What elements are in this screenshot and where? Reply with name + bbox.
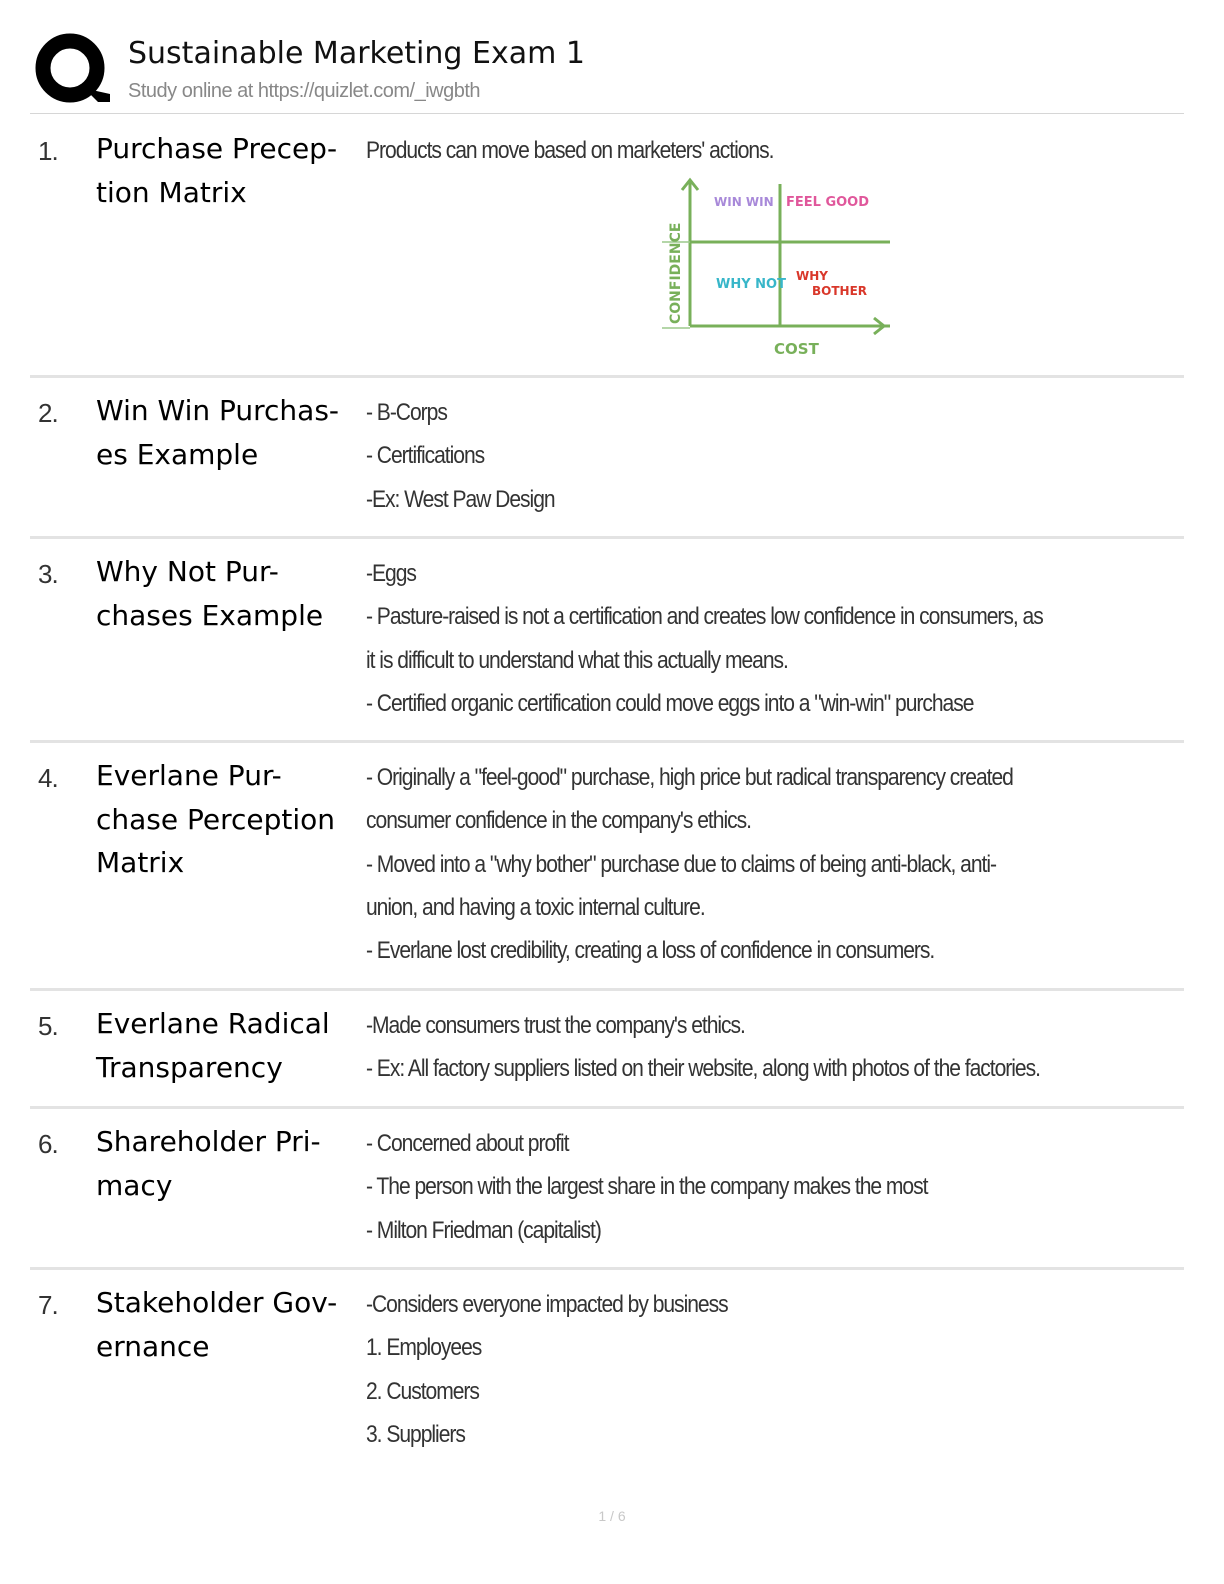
definition-line: 3. Suppliers: [366, 1420, 465, 1448]
definition-line: -Considers everyone impacted by business: [366, 1291, 728, 1318]
card-number: 7.: [38, 1290, 58, 1320]
card-definition: [366, 129, 1063, 172]
card-number: 5.: [38, 1011, 58, 1041]
definition-line: -Made consumers trust the company's ethics.: [366, 1012, 745, 1039]
definition-line: - Pasture-raised is not a certification and creates low confidence in consumers, as: [366, 603, 1043, 631]
definition-line: - Certified organic certification could move eggs into a "win-win" purchase: [366, 689, 974, 717]
why-bother-line-1: WHY: [796, 269, 828, 283]
term-line: Transparency: [96, 1050, 283, 1084]
card-definition: [366, 1283, 1063, 1456]
definition-line: union, and having a toxic internal culture.: [366, 893, 705, 921]
flashcard: [30, 1109, 1184, 1270]
card-term: [96, 1120, 358, 1207]
term-line: Everlane Pur-: [96, 759, 282, 792]
term-line: Purchase Precep-: [96, 132, 338, 165]
flashcard: [30, 378, 1184, 539]
definition-line: it is difficult to understand what this actually means.: [366, 646, 788, 674]
quadrant-label-why-bother: [796, 269, 867, 298]
header-divider: [30, 113, 1184, 114]
term-line: es Example: [96, 437, 259, 471]
definition-line: -Ex: West Paw Design: [366, 485, 555, 513]
y-axis-label: CONFIDENCE: [668, 222, 684, 324]
card-term: [96, 389, 358, 476]
card-number: 4.: [38, 763, 58, 793]
card-definition: [366, 391, 1063, 521]
card-term: [96, 550, 358, 637]
card-definition: [366, 1122, 1063, 1252]
flashcard: [30, 116, 1184, 378]
card-definition: [366, 552, 1063, 725]
flashcard: [30, 991, 1184, 1109]
definition-line: - Originally a "feel-good" purchase, high price but radical transparency created: [366, 764, 1013, 791]
quadrant-label-feel-good: FEEL GOOD: [786, 195, 870, 210]
term-line: chase Perception: [96, 802, 336, 836]
flashcard: [30, 743, 1184, 991]
term-line: ernance: [96, 1329, 210, 1363]
flashcard: [30, 539, 1184, 743]
card-number: 1.: [38, 136, 58, 166]
term-line: Win Win Purchas-: [96, 394, 340, 427]
term-line: Stakeholder Gov-: [96, 1286, 338, 1319]
definition-line: - Ex: All factory suppliers listed on their website, along with photos of the factories.: [366, 1055, 1040, 1083]
definition-line: 2. Customers: [366, 1377, 479, 1405]
term-line: Why Not Pur-: [96, 555, 279, 588]
page-number: 1 / 6: [598, 1508, 626, 1524]
card-number: 3.: [38, 559, 58, 589]
card-term: [96, 127, 358, 214]
definition-line: - Everlane lost credibility, creating a loss of confidence in consumers.: [366, 937, 935, 965]
x-axis-label: COST: [774, 340, 819, 358]
definition-line: Products can move based on marketers' actions.: [366, 137, 774, 164]
term-line: chases Example: [96, 598, 324, 632]
term-line: Everlane Radical: [96, 1007, 330, 1040]
term-line: Matrix: [96, 846, 185, 879]
flashcard: [30, 1270, 1184, 1470]
definition-line: - The person with the largest share in the company makes the most: [366, 1173, 928, 1201]
quadrant-label-why-not: WHY NOT: [716, 277, 786, 292]
card-term: [96, 1002, 358, 1089]
card-number: 6.: [38, 1129, 58, 1159]
page-subtitle: Study online at https://quizlet.com/_iwgbth: [128, 80, 481, 102]
definition-line: - Certifications: [366, 442, 485, 470]
page-header: [30, 28, 1190, 114]
term-line: macy: [96, 1168, 173, 1202]
why-bother-line-2: BOTHER: [812, 284, 868, 298]
purchase-perception-matrix-image: [644, 176, 890, 358]
definition-line: -Eggs: [366, 560, 416, 587]
definition-line: 1. Employees: [366, 1334, 482, 1362]
definition-line: - Milton Friedman (capitalist): [366, 1216, 601, 1244]
definition-line: - B-Corps: [366, 399, 447, 426]
quadrant-label-win-win: WIN WIN: [714, 195, 774, 209]
definition-line: consumer confidence in the company's ethics.: [366, 807, 751, 835]
definition-line: - Concerned about profit: [366, 1130, 569, 1157]
card-definition: [366, 756, 1063, 972]
quizlet-logo-icon: [32, 32, 112, 108]
card-number: 2.: [38, 398, 58, 428]
term-line: tion Matrix: [96, 175, 247, 209]
page-title: Sustainable Marketing Exam 1: [128, 36, 585, 71]
definition-line: - Moved into a "why bother" purchase due to claims of being anti-black, anti-: [366, 850, 997, 878]
card-term: [96, 754, 358, 885]
card-definition: [366, 1004, 1063, 1091]
card-term: [96, 1281, 358, 1368]
term-line: Shareholder Pri-: [96, 1125, 321, 1158]
